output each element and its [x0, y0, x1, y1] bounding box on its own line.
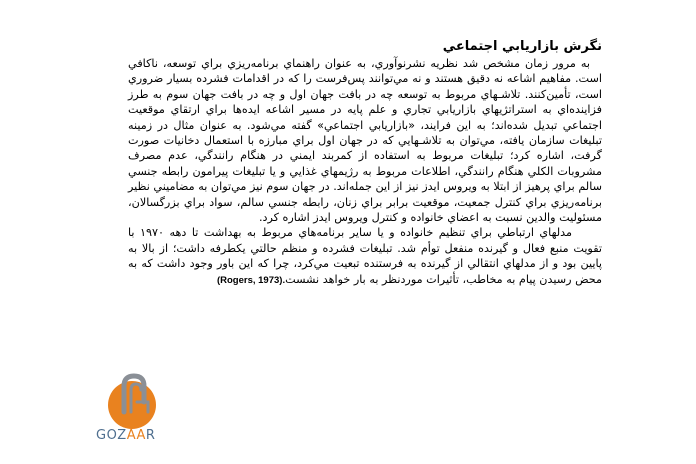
logo-wordmark	[96, 428, 155, 443]
paragraph-1: به مرور زمان مشخص شد نظريه نشرنوآوري، به عنوان راهنماي برنامه‌ريزي براي توسعه، ناكافي است. مفاهيم اشاعه نه دقيق هستند و نه مي‌توانند پس‌فرست را كه در اقدامات فشرده بسيار ضروري است، تأمين‌كنند. تلاشـهاي مربوط به توسعه چه در بافت جهان اول و چه در بافت جهان سوم به طرز فزاينده‌اي به استراتژيهاي بازاريابي تجاري و علم پايه در مسير اشاعه ايده‌ها براي ارتقاي موقعيت اجتماعي تبديل شده‌اند؛ به اين فرايند، «بازاريابي اجتماعي» گفته مي‌شود. به عنوان مثال در زمينه تبليغات سازمان يافته، مي‌توان به تلاشـهايي كه در جهان اول براي مبارزه با استعمال دخانيات صورت گرفت، اشاره كرد؛ تبليغات مربوط به استفاده از كمربند ايمني در هنگام رانندگي، عدم مصرف مشروبات الكلي هنگام رانندگي، اطلاعات مربوط به رژيمهاي غذايي و يا تبليغات پيرامون رابطه جنسي سالم براي پرهيز از ابتلا به ويروس ايدز نيز از اين جمله‌اند. در جهان سوم نيز مي‌توان به مضاميني نظير برنامه‌ريزي براي كنترل جمعيت، موقعيت برابر براي زنان، رابطه جنسي سالم، سواد براي بزرگسالان، مسئوليت والدين نسبت به اعضاي خانواده و كنترل ويروس ايدز اشاره كرد.	[128, 57, 602, 225]
logo-text-end: R	[145, 428, 156, 443]
citation: (Rogers, 1973).	[216, 274, 286, 286]
article-title: نگرش بازاريابي اجتماعي	[442, 39, 602, 54]
paragraph-2	[128, 225, 602, 288]
logo-text-accent: AA	[126, 428, 146, 443]
logo-text-start: GOZ	[96, 428, 127, 443]
gozaar-logo	[92, 372, 176, 448]
article	[128, 38, 602, 288]
gozaar-logo-icon	[104, 372, 160, 430]
paragraph-2-text: مدلهاي ارتباطي براي تنظيم خانواده و يا ساير برنامه‌هاي مربوط به بهداشت تا دهه ۱۹۷۰ با تقويت منبع فعال و گيرنده منفعل توأم شد. تبليغات فشرده و منظم حالتي يكطرفه داشت؛ از بالا به پايين بود و از مدلهاي انتقالي از گيرنده به فرستنده تبعيت مي‌كرد، چرا كه اين باور وجود داشت كه به محض رسيدن پيام به مخاطب، تأثيرات موردنظر به بار خواهد نشست	[128, 226, 602, 286]
